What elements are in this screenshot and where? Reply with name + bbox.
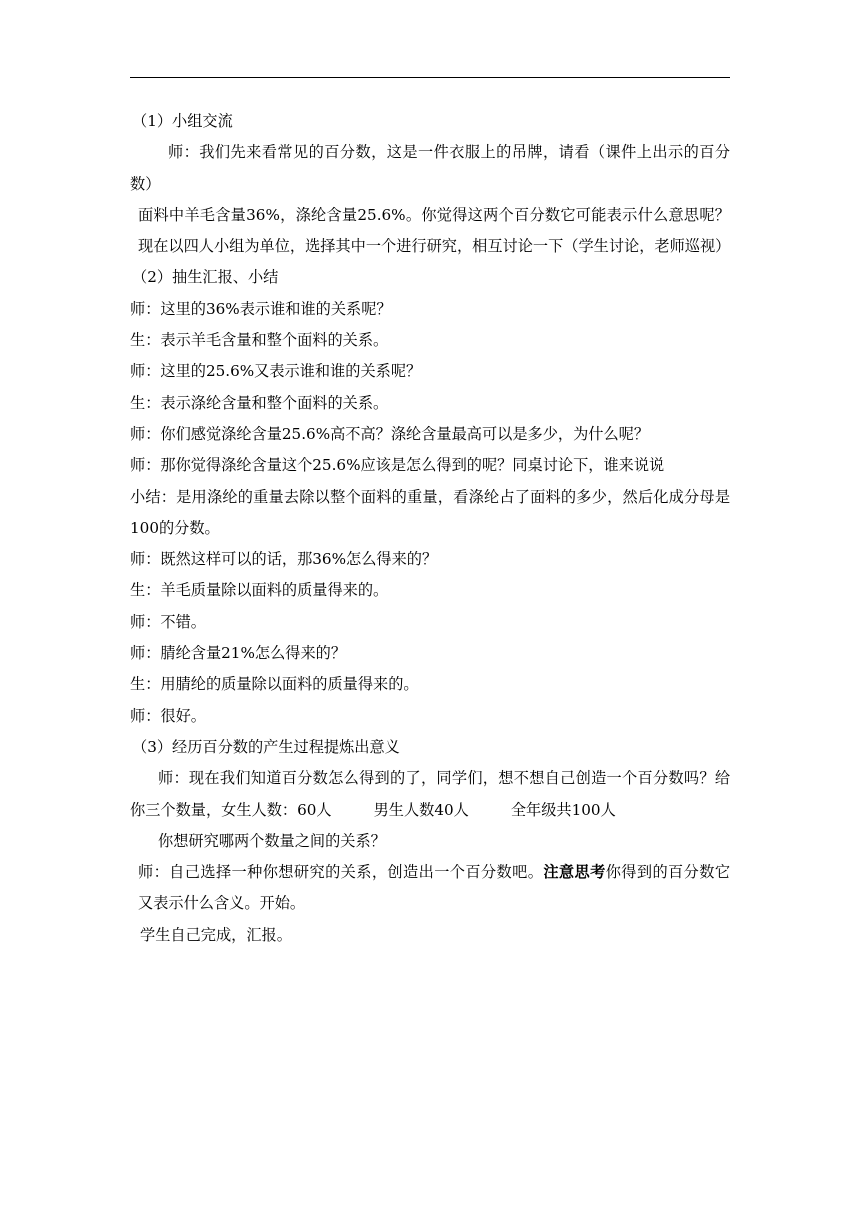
dialogue-line: 师：不错。 <box>130 612 206 631</box>
header-rule <box>130 77 730 78</box>
paragraph <box>130 857 730 920</box>
section-title-3: （3）经历百分数的产生过程提炼出意义 <box>132 737 400 756</box>
dialogue-line: 师：这里的36%表示谁和谁的关系呢？ <box>130 299 392 318</box>
dialogue-line: 生：用腈纶的质量除以面料的质量得来的。 <box>130 675 419 694</box>
dialogue-line: 生：羊毛质量除以面料的质量得来的。 <box>130 581 389 600</box>
paragraph-part: 师：现在我们知道百分数怎么得到的了，同学们，想不想自己创造一个百分数吗？给你三个数量，女生人数：60人 <box>130 769 730 819</box>
dialogue-line: 生：表示羊毛含量和整个面料的关系。 <box>130 331 389 350</box>
paragraph-part: 你得到的百分数它又表示什么含义。开始。 <box>138 863 731 913</box>
paragraph: 面料中羊毛含量36%，涤纶含量25.6%。你觉得这两个百分数它可能表示什么意思呢？现在以四人小组为单位，选择其中一个进行研究，相互讨论一下（学生讨论，老师巡视） <box>138 205 731 256</box>
dialogue-line: 师：那你觉得涤纶含量这个25.6%应该是怎么得到的呢？同桌讨论下，谁来说说 <box>130 456 665 475</box>
paragraph-part: 男生人数40人 <box>373 800 469 819</box>
paragraph: 你想研究哪两个数量之间的关系？ <box>158 831 386 850</box>
paragraph-part: 师：自己选择一种你想研究的关系，创造出一个百分数吧。 <box>138 863 544 882</box>
dialogue-line: 师：很好。 <box>130 706 206 725</box>
emphasis-text: 注意思考 <box>543 863 606 882</box>
dialogue-line: 师：腈纶含量21%怎么得来的？ <box>130 644 347 663</box>
dialogue-line: 师：你们感觉涤纶含量25.6%高不高？涤纶含量最高可以是多少，为什么呢？ <box>130 424 650 443</box>
paragraph: 师：我们先来看常见的百分数，这是一件衣服上的吊牌，请看（课件上出示的百分数） <box>130 143 730 193</box>
dialogue-line: 生：表示涤纶含量和整个面料的关系。 <box>130 393 389 412</box>
dialogue-line: 师：这里的25.6%又表示谁和谁的关系呢？ <box>130 362 422 381</box>
document-body <box>130 106 730 951</box>
paragraph-part: 全年级共100人 <box>510 800 616 819</box>
dialogue-line: 师：既然这样可以的话，那36%怎么得来的？ <box>130 550 438 569</box>
summary-line: 小结：是用涤纶的重量去除以整个面料的重量，看涤纶占了面料的多少，然后化成分母是100的分数。 <box>130 487 730 537</box>
paragraph: 学生自己完成，汇报。 <box>140 925 292 944</box>
section-title-2: （2）抽生汇报、小结 <box>132 268 279 287</box>
paragraph <box>130 763 730 826</box>
section-title-1: （1）小组交流 <box>132 112 233 130</box>
